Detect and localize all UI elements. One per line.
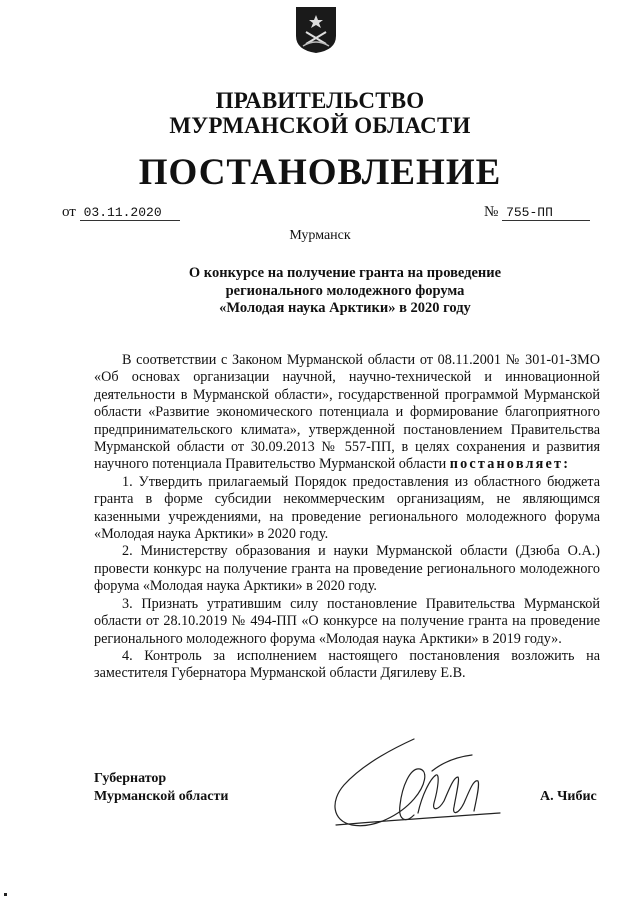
document-subject xyxy=(150,265,540,318)
preamble-paragraph xyxy=(94,352,600,474)
signatory-title-line-2: Мурманской области xyxy=(94,789,229,804)
document-body xyxy=(94,352,600,683)
document-type: ПОСТАНОВЛЕНИЕ xyxy=(138,152,502,193)
coat-of-arms-icon xyxy=(295,6,337,54)
document-number-row xyxy=(484,204,590,221)
resolution-item-3: 3. Признать утратившим силу постановление Правительства Мурманской области от 28.10.2019 № 494-ПП «О конкурсе на получение гранта на проведение регионального молодежного форума «Молодая наука Арктики» в 2019 году». xyxy=(94,595,600,647)
document-date-row xyxy=(62,204,180,221)
subject-line-2: регионального молодежного форума xyxy=(225,282,465,299)
resolution-item-1: 1. Утвердить прилагаемый Порядок предоставления из областного бюджета гранта в форме субсидии некоммерческим организациям, не являющимся казенными учреждениями, на проведение регионального молодежного форума «Молодая наука Арктики» в 2020 году. xyxy=(94,473,600,543)
subject-line-3: «Молодая наука Арктики» в 2020 году xyxy=(219,300,471,316)
resolution-item-2: 2. Министерству образования и науки Мурманской области (Дзюба О.А.) провести конкурс на получение гранта на проведение регионального молодежного форума «Молодая наука Арктики» в 2020 году. xyxy=(94,543,600,595)
resolves-word: постановляет: xyxy=(449,456,571,473)
signer-name: А. Чибис xyxy=(540,789,597,804)
signatory-title-line-1: Губернатор xyxy=(94,771,167,786)
date-prefix: от xyxy=(62,204,76,220)
resolution-item-4: 4. Контроль за исполнением настоящего постановления возложить на заместителя Губернатора Мурманской области Дягилеву Е.В. xyxy=(94,647,600,682)
scan-speck xyxy=(4,893,7,896)
signatory-title xyxy=(94,770,228,806)
number-prefix: № xyxy=(484,204,499,220)
city: Мурманск xyxy=(289,228,351,243)
document-number: 755-ПП xyxy=(502,205,590,221)
organization-line-2: МУРМАНСКОЙ ОБЛАСТИ xyxy=(169,113,471,138)
document-date: 03.11.2020 xyxy=(80,205,180,221)
subject-line-1: О конкурсе на получение гранта на проведение xyxy=(188,265,502,281)
organization-line-1: ПРАВИТЕЛЬСТВО xyxy=(215,88,425,113)
handwritten-signature xyxy=(322,735,507,835)
preamble-text: В соответствии с Законом Мурманской области от 08.11.2001 № 301-01-ЗМО «Об основах организации научной, научно-технической и инновационной деятельности в Мурманской области», государственной программой Мурманской области «Развитие экономического потенциала и формирование благоприятного предпринимательского климата», утвержденной постановлением Правительства Мурманской области от 30.09.2013 № 557-ПП, в целях сохранения и развития научного потенциала Правительство Мурманской области xyxy=(94,352,600,473)
